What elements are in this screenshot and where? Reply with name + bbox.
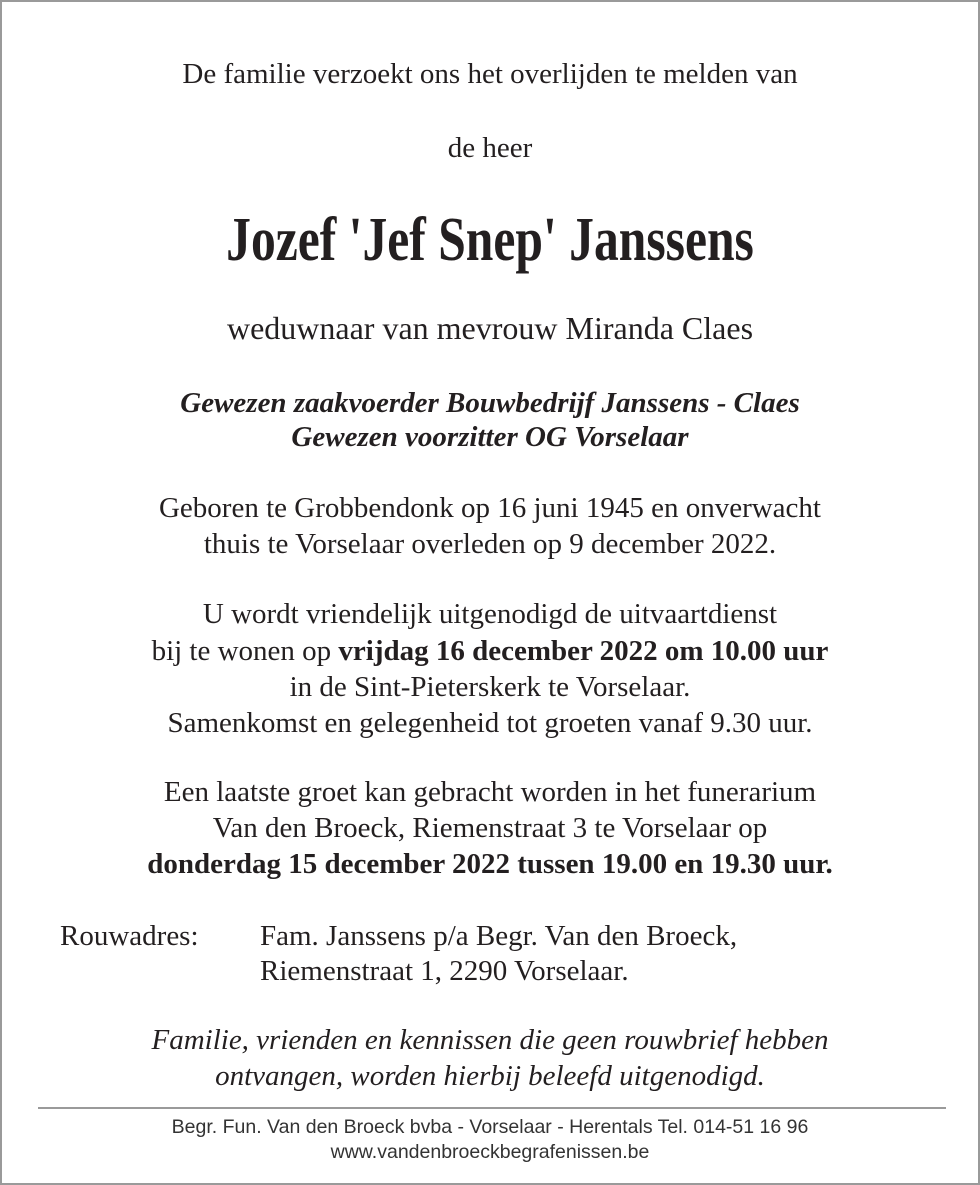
- funeral-line-2-prefix: bij te wonen op: [151, 635, 339, 667]
- funeral-date-time: vrijdag 16 december 2022 om 10.00 uur: [338, 635, 829, 667]
- birth-death-line-2: thuis te Vorselaar overleden op 9 december 2022.: [203, 528, 777, 560]
- funeral-line-2: [2, 634, 978, 668]
- footer-company: Begr. Fun. Van den Broeck bvba - Vorselaar - Herentals Tel. 014-51 16 96: [171, 1116, 809, 1138]
- address-label: Rouwadres:: [60, 920, 199, 952]
- funeral-line-4: Samenkomst en gelegenheid tot groeten vanaf 9.30 uur.: [167, 707, 813, 739]
- honorific: de heer: [447, 132, 533, 164]
- spouse-line: weduwnaar van mevrouw Miranda Claes: [226, 310, 754, 346]
- closing-line-2: ontvangen, worden hierbij beleefd uitgenodigd.: [215, 1060, 765, 1092]
- closing-line-1: Familie, vrienden en kennissen die geen rouwbrief hebben: [151, 1024, 829, 1056]
- function-line-2: Gewezen voorzitter OG Vorselaar: [291, 421, 689, 453]
- intro-text: De familie verzoekt ons het overlijden te melden van: [182, 58, 798, 90]
- footer-website[interactable]: www.vandenbroeckbegrafenissen.be: [330, 1141, 650, 1163]
- funeral-line-1: U wordt vriendelijk uitgenodigd de uitvaartdienst: [202, 598, 778, 630]
- funeral-line-3: in de Sint-Pieterskerk te Vorselaar.: [289, 671, 691, 703]
- footer-divider: [38, 1107, 946, 1109]
- birth-death-line-1: Geboren te Grobbendonk op 16 juni 1945 en onverwacht: [158, 492, 821, 524]
- address-line-2: Riemenstraat 1, 2290 Vorselaar.: [260, 955, 629, 987]
- farewell-date-time: donderdag 15 december 2022 tussen 19.00 en 19.30 uur.: [147, 848, 833, 880]
- address-line-1: Fam. Janssens p/a Begr. Van den Broeck,: [260, 920, 738, 952]
- deceased-name: Jozef 'Jef Snep' Janssens: [226, 206, 754, 274]
- farewell-line-1: Een laatste groet kan gebracht worden in het funerarium: [163, 776, 817, 808]
- farewell-line-2: Van den Broeck, Riemenstraat 3 te Vorselaar op: [212, 812, 768, 844]
- function-line-1: Gewezen zaakvoerder Bouwbedrijf Janssens - Claes: [180, 387, 800, 419]
